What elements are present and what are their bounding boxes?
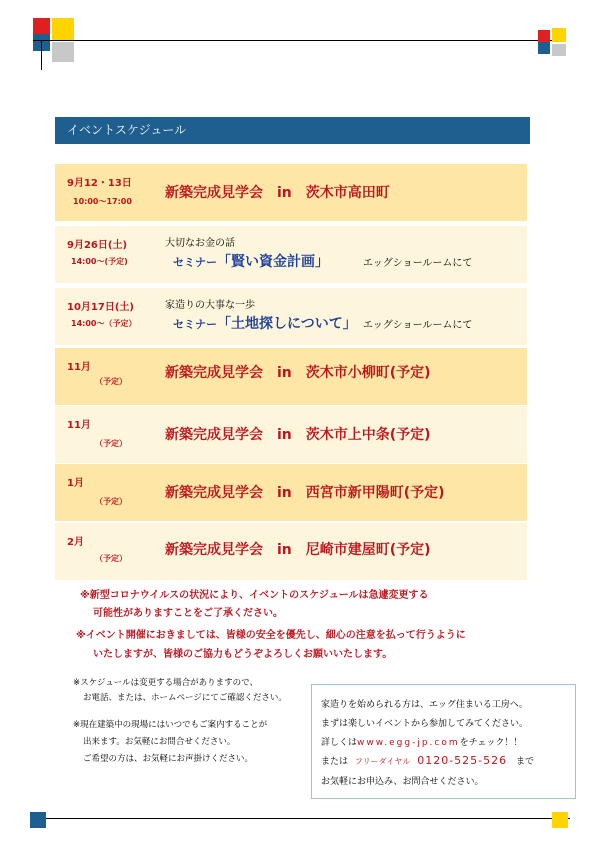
- freedial-label: フリーダイヤル: [354, 757, 411, 766]
- site-note-cont2: ご希望の方は、お気軽にお声掛けください。: [83, 754, 254, 764]
- event-title: 新築完成見学会 in 茨木市高田町: [165, 185, 390, 201]
- info-line: または フリーダイヤル 0120-525-526 まで: [321, 754, 535, 767]
- info-line: 詳しくはwww.egg-jp.comをチェック！！: [321, 738, 523, 748]
- info-line: まずは楽しいイベントから参加してみてください。: [321, 719, 529, 729]
- info-line: お気軽にお申込み、お問合せください。: [321, 777, 484, 787]
- website-link[interactable]: www.egg-jp.com: [357, 738, 460, 748]
- event-topic: 家造りの大事な一歩: [165, 300, 255, 311]
- event-row: [55, 288, 527, 345]
- site-note-cont: 出来ます。お気軽にお問合せください。: [83, 737, 236, 747]
- safety-notice: ※イベント開催におきましては、皆様の安全を優先し、細心の注意を払って行うように: [76, 630, 466, 641]
- contact-box: [311, 684, 576, 799]
- covid-notice-cont: 可能性がありますことをご了承ください。: [93, 608, 283, 619]
- event-time: （予定）: [95, 554, 127, 563]
- event-time: （予定）: [95, 497, 127, 506]
- schedule-note: ※スケジュールは変更する場合がありますので、: [73, 678, 258, 688]
- event-time: 10:00〜17:00: [73, 197, 132, 206]
- event-date: 11月: [67, 420, 91, 431]
- corner-square-yellow: [52, 18, 74, 40]
- event-time: （予定）: [95, 439, 127, 448]
- event-date: 2月: [67, 537, 84, 548]
- event-row: [55, 164, 527, 221]
- event-time: 14:00〜（予定）: [71, 319, 137, 328]
- event-row: [55, 406, 527, 463]
- corner-square-yellow-right: [552, 28, 566, 42]
- bottom-square-yellow: [552, 812, 568, 828]
- site-note: ※現在建築中の現場にはいつでもご案内することが: [73, 720, 268, 730]
- bottom-square-blue: [30, 812, 46, 828]
- covid-notice: ※新型コロナウイルスの状況により、イベントのスケジュールは急遽変更する: [80, 590, 429, 601]
- corner-square-red: [33, 18, 50, 35]
- event-title: 新築完成見学会 in 茨木市上中条(予定): [165, 427, 431, 443]
- event-title: 新築完成見学会 in 西宮市新甲陽町(予定): [165, 485, 445, 501]
- event-location: エッグショールームにて: [363, 320, 473, 331]
- event-topic: 大切なお金の話: [165, 238, 235, 249]
- corner-square-gray: [52, 42, 74, 62]
- event-row: [55, 226, 527, 283]
- event-date: 11月: [67, 362, 91, 373]
- event-row: [55, 348, 527, 405]
- seminar-label: セミナー「賢い資金計画」: [173, 254, 329, 270]
- schedule-header: イベントスケジュール: [55, 117, 530, 144]
- event-title: 新築完成見学会 in 尼崎市建屋町(予定): [165, 542, 431, 558]
- event-date: 1月: [67, 478, 84, 489]
- info-line: 家造りを始められる方は、エッグ住まいる工房へ。: [321, 700, 528, 710]
- event-date: 10月17日(土): [67, 302, 134, 313]
- corner-square-red-right: [538, 30, 550, 42]
- event-date: 9月12・13日: [67, 178, 132, 189]
- left-rule: [41, 40, 42, 70]
- phone-number[interactable]: 0120-525-526: [417, 754, 508, 767]
- event-time: 14:00〜(予定): [71, 257, 128, 266]
- event-title: 新築完成見学会 in 茨木市小柳町(予定): [165, 365, 431, 381]
- event-time: （予定）: [95, 377, 127, 386]
- corner-square-blue-right: [538, 42, 550, 54]
- corner-square-gray-right: [552, 44, 566, 56]
- event-date: 9月26日(土): [67, 240, 128, 251]
- event-row: [55, 464, 527, 521]
- event-location: エッグショールームにて: [363, 258, 473, 269]
- bottom-rule: [30, 818, 570, 819]
- event-row: [55, 523, 527, 580]
- seminar-label: セミナー「土地探しについて」: [173, 316, 357, 332]
- schedule-note-cont: お電話、または、ホームページにてご確認ください。: [83, 693, 287, 703]
- top-rule: [33, 40, 553, 41]
- safety-notice-cont: いたしますが、皆様のご協力もどうぞよろしくお願いいたします。: [93, 649, 393, 660]
